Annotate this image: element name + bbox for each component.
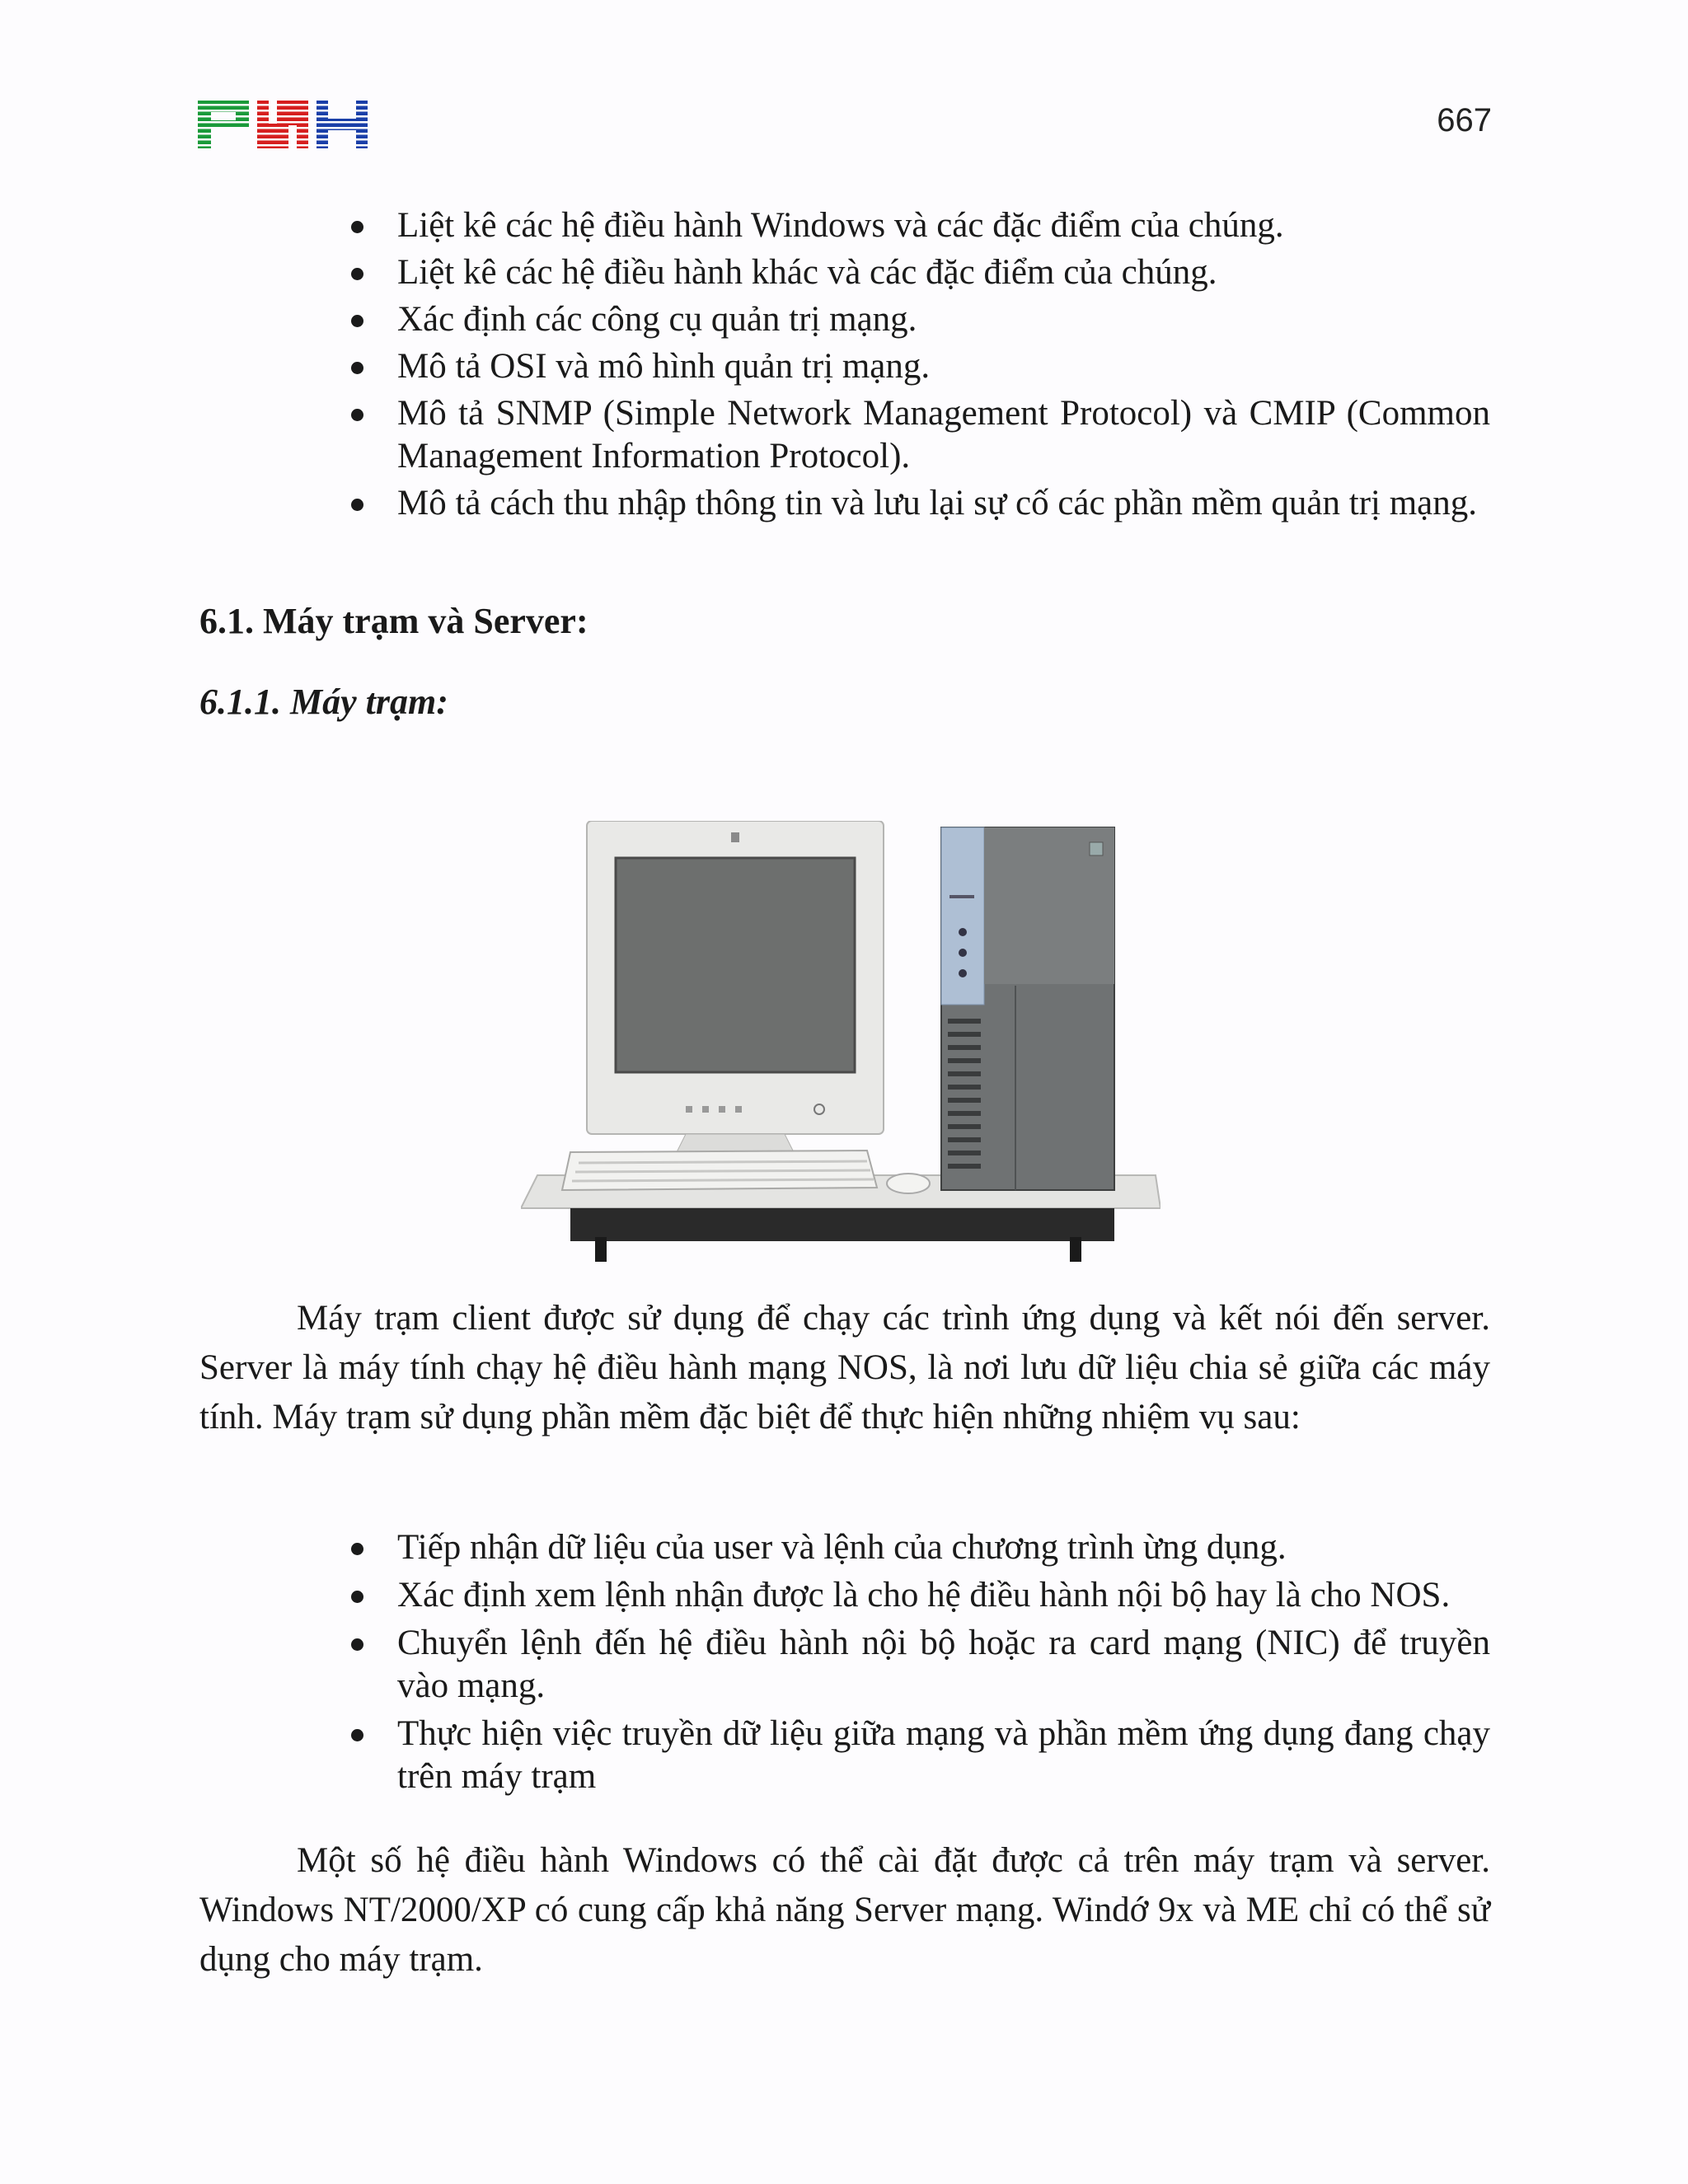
bullet-icon (351, 221, 363, 233)
tower-illustration (941, 827, 1114, 1190)
list-item: Tiếp nhận dữ liệu của user và lệnh của chương trình ừng dụng. (199, 1526, 1490, 1569)
list-item: Mô tả SNMP (Simple Network Management Protocol) và CMIP (Common Management Information Protocol). (199, 392, 1490, 478)
list-item: Liệt kê các hệ điều hành khác và các đặc điểm của chúng. (199, 251, 1490, 294)
logo-letter-n (257, 101, 308, 148)
workstation-tasks-list (199, 1526, 1490, 1803)
keyboard-illustration (562, 1151, 877, 1190)
monitor-illustration (587, 821, 884, 1167)
pnh-logo (198, 101, 368, 148)
section-heading: 6.1. Máy trạm và Server: (199, 601, 588, 641)
subsection-heading: 6.1.1. Máy trạm: (199, 682, 448, 722)
bullet-icon (351, 268, 363, 280)
bullet-icon (351, 1591, 363, 1603)
list-item: Xác định các công cụ quản trị mạng. (199, 298, 1490, 341)
list-item: Liệt kê các hệ điều hành Windows và các đặc điểm của chúng. (199, 204, 1490, 247)
bullet-icon (351, 409, 363, 421)
list-item: Mô tả OSI và mô hình quản trị mạng. (199, 345, 1490, 388)
list-item: Xác định xem lệnh nhận được là cho hệ điều hành nội bộ hay là cho NOS. (199, 1574, 1490, 1617)
list-item: Mô tả cách thu nhập thông tin và lưu lại sự cố các phần mềm quản trị mạng. (199, 482, 1490, 525)
bullet-icon (351, 1543, 363, 1555)
paragraph-windows-os: Một số hệ điều hành Windows có thể cài đặt được cả trên máy trạm và server. Windows NT/2000/XP có cung cấp khả năng Server mạng. Windớ 9x và ME chỉ có thể sử dụng cho máy trạm. (199, 1841, 1490, 1979)
bullet-icon (351, 499, 363, 511)
workstation-computer-image (521, 821, 1160, 1266)
list-item: Thực hiện việc truyền dữ liệu giữa mạng và phần mềm ứng dụng đang chạy trên máy trạm (199, 1713, 1490, 1798)
bullet-icon (351, 362, 363, 374)
bullet-icon (351, 315, 363, 327)
page-number: 667 (1437, 102, 1492, 138)
paragraph-workstation: Máy trạm client được sử dụng để chạy các trình ứng dụng và kết nói đến server. Server là máy tính chạy hệ điều hành mạng NOS, là nơi lưu dữ liệu chia sẻ giữa các máy tính. Máy trạm sử dụng phần mềm đặc biệt để thực hiện những nhiệm vụ sau: (199, 1299, 1490, 1436)
list-item: Chuyển lệnh đến hệ điều hành nội bộ hoặc ra card mạng (NIC) để truyền vào mạng. (199, 1622, 1490, 1708)
objectives-list (199, 204, 1490, 529)
bullet-icon (351, 1729, 363, 1741)
bullet-icon (351, 1638, 363, 1651)
mouse-illustration (887, 1174, 930, 1193)
